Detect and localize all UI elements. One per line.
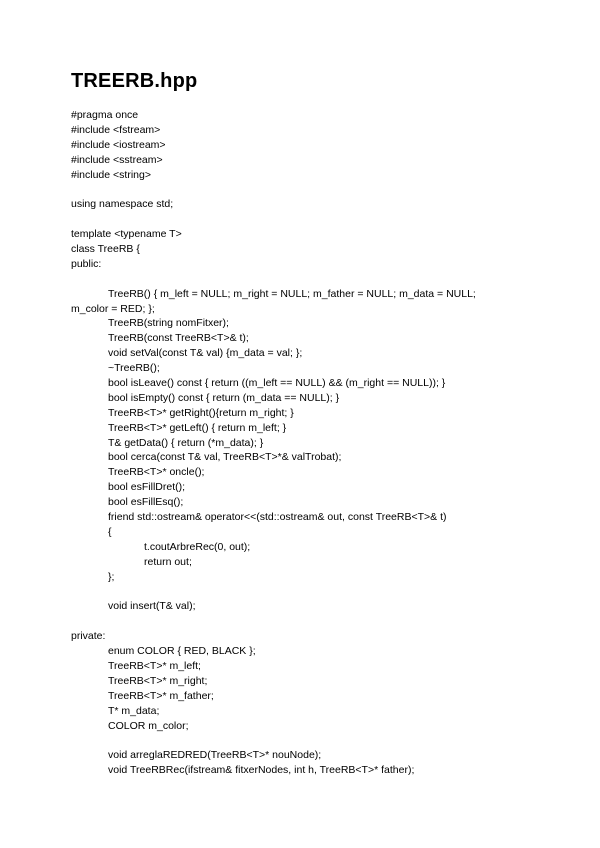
code-line: public: — [71, 257, 102, 270]
code-line: m_color = RED; }; — [71, 302, 155, 315]
code-line: template <typename T> — [71, 228, 182, 241]
code-line: }; — [108, 570, 115, 583]
code-line: { — [108, 525, 112, 538]
code-line: TreeRB<T>* oncle(); — [108, 466, 205, 479]
code-line: #include <sstream> — [71, 153, 163, 166]
code-line: #include <iostream> — [71, 138, 166, 151]
code-line: t.coutArbreRec(0, out); — [144, 540, 251, 553]
code-line: COLOR m_color; — [108, 719, 189, 732]
code-line: bool isLeave() const { return ((m_left == NULL) && (m_right == NULL)); } — [108, 377, 446, 390]
blank-line — [71, 585, 511, 600]
code-line: TreeRB(string nomFitxer); — [108, 317, 229, 330]
code-line: bool isEmpty() const { return (m_data == NULL); } — [108, 391, 340, 404]
blank-line — [71, 182, 511, 197]
code-line: T* m_data; — [108, 704, 160, 717]
code-line: TreeRB<T>* m_father; — [108, 689, 214, 702]
code-line: ~TreeRB(); — [108, 362, 160, 375]
code-line: enum COLOR { RED, BLACK }; — [108, 645, 256, 658]
code-line: friend std::ostream& operator<<(std::ostream& out, const TreeRB<T>& t) — [108, 511, 447, 524]
code-line: TreeRB() { m_left = NULL; m_right = NULL; m_father = NULL; m_data = NULL; — [108, 287, 476, 300]
code-line: class TreeRB { — [71, 243, 140, 256]
document-title: TREERB.hpp — [71, 70, 198, 92]
code-line: #include <string> — [71, 168, 151, 181]
code-line: #include <fstream> — [71, 123, 161, 136]
code-line: TreeRB<T>* getRight(){return m_right; } — [108, 406, 294, 419]
code-line: TreeRB(const TreeRB<T>& t); — [108, 332, 249, 345]
code-line: private: — [71, 630, 106, 643]
code-line: TreeRB<T>* m_right; — [108, 674, 208, 687]
code-line: T& getData() { return (*m_data); } — [108, 436, 264, 449]
code-line: bool esFillEsq(); — [108, 496, 184, 509]
blank-line — [71, 733, 511, 748]
blank-line — [71, 614, 511, 629]
code-line: bool cerca(const T& val, TreeRB<T>*& valTrobat); — [108, 451, 342, 464]
code-line: void setVal(const T& val) {m_data = val; }; — [108, 347, 303, 360]
code-block — [71, 108, 511, 778]
blank-line — [71, 212, 511, 227]
code-line: void insert(T& val); — [108, 600, 196, 613]
code-line: void arreglaREDRED(TreeRB<T>* nouNode); — [108, 749, 322, 762]
code-line: TreeRB<T>* m_left; — [108, 659, 201, 672]
code-line: void TreeRBRec(ifstream& fitxerNodes, int h, TreeRB<T>* father); — [108, 764, 415, 777]
code-line: #pragma once — [71, 109, 139, 121]
code-line: return out; — [144, 555, 192, 568]
code-line: using namespace std; — [71, 198, 174, 211]
code-line: TreeRB<T>* getLeft() { return m_left; } — [108, 421, 287, 434]
blank-line — [71, 272, 511, 287]
code-line: bool esFillDret(); — [108, 481, 186, 494]
